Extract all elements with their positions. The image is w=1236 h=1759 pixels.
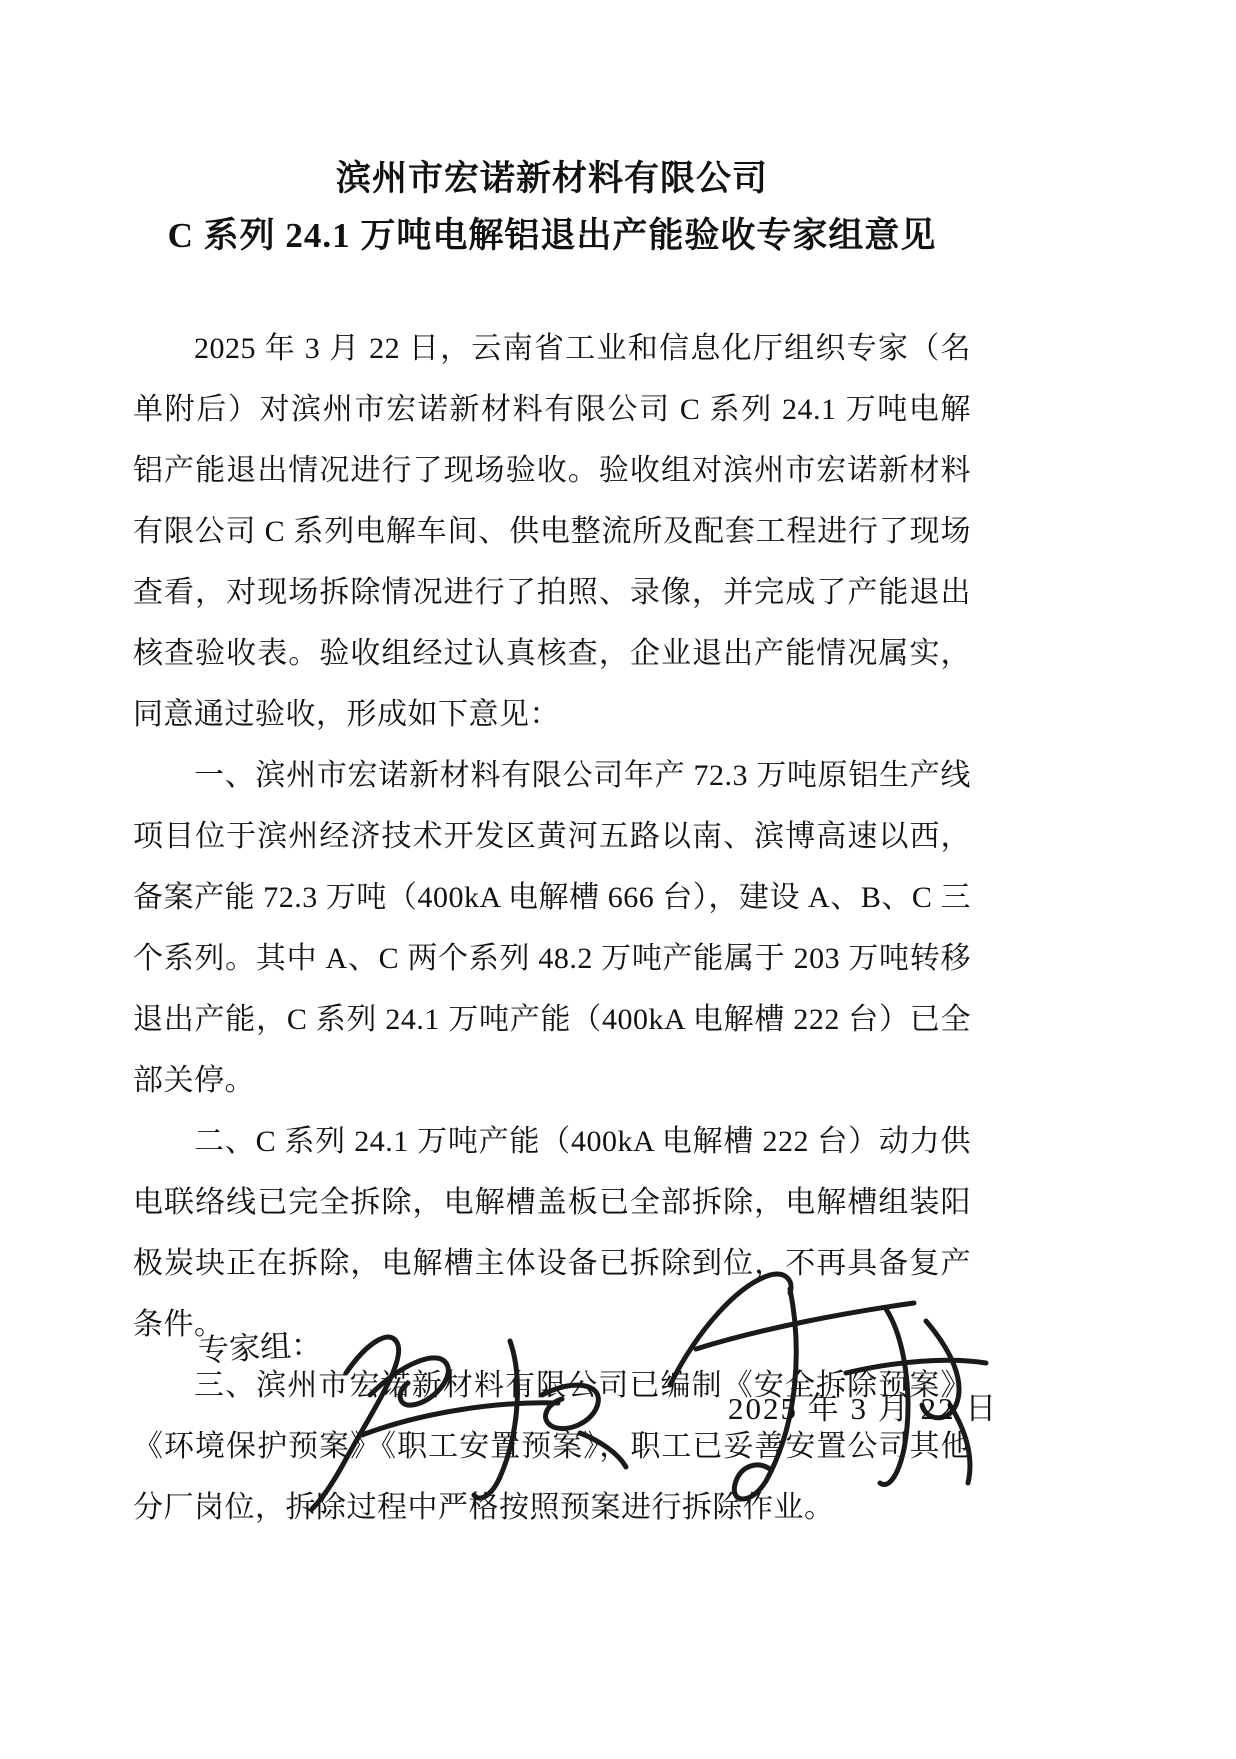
document-date: 2025 年 3 月 22 日 bbox=[728, 1391, 999, 1426]
expert-group-label: 专家组： bbox=[197, 1326, 323, 1369]
paragraph-item-1: 一、滨州市宏诺新材料有限公司年产 72.3 万吨原铝生产线项目位于滨州经济技术开发区黄河五路以南、滨博高速以西，备案产能 72.3 万吨（400kA 电解槽 666 台），建设 A、B、C 三个系列。其中 A、C 两个系列 48.2 万吨产能属于 203 万吨转移退出产能，C 系列 24.1 万吨产能（400kA 电解槽 222 台）已全部关停。 bbox=[133, 759, 971, 1097]
signature-1-handwriting bbox=[312, 1337, 626, 1509]
paragraph-item-3: 三、滨州市宏诺新材料有限公司已编制《安全拆除预案》《环境保护预案》《职工安置预案》，职工已妥善安置公司其他分厂岗位，拆除过程中严格按照预案进行拆除作业。 bbox=[133, 1369, 971, 1524]
document-title-line1: 滨州市宏诺新材料有限公司 bbox=[335, 159, 768, 198]
paragraph-intro: 2025 年 3 月 22 日，云南省工业和信息化厅组织专家（名单附后）对滨州市宏诺新材料有限公司 C 系列 24.1 万吨电解铝产能退出情况进行了现场验收。验收组对滨州市宏诺新材料有限公司 C 系列电解车间、供电整流所及配套工程进行了现场查看，对现场拆除情况进行了拍照、录像，并完成了产能退出核查验收表。验收组经过认真核查，企业退出产能情况属实，同意通过验收，形成如下意见： bbox=[133, 332, 971, 731]
paragraph-item-2: 二、C 系列 24.1 万吨产能（400kA 电解槽 222 台）动力供电联络线已完全拆除，电解槽盖板已全部拆除，电解槽组装阳极炭块正在拆除，电解槽主体设备已拆除到位，不再具备复产条件。 bbox=[133, 1125, 971, 1341]
document-title-line2: C 系列 24.1 万吨电解铝退出产能验收专家组意见 bbox=[167, 216, 937, 255]
